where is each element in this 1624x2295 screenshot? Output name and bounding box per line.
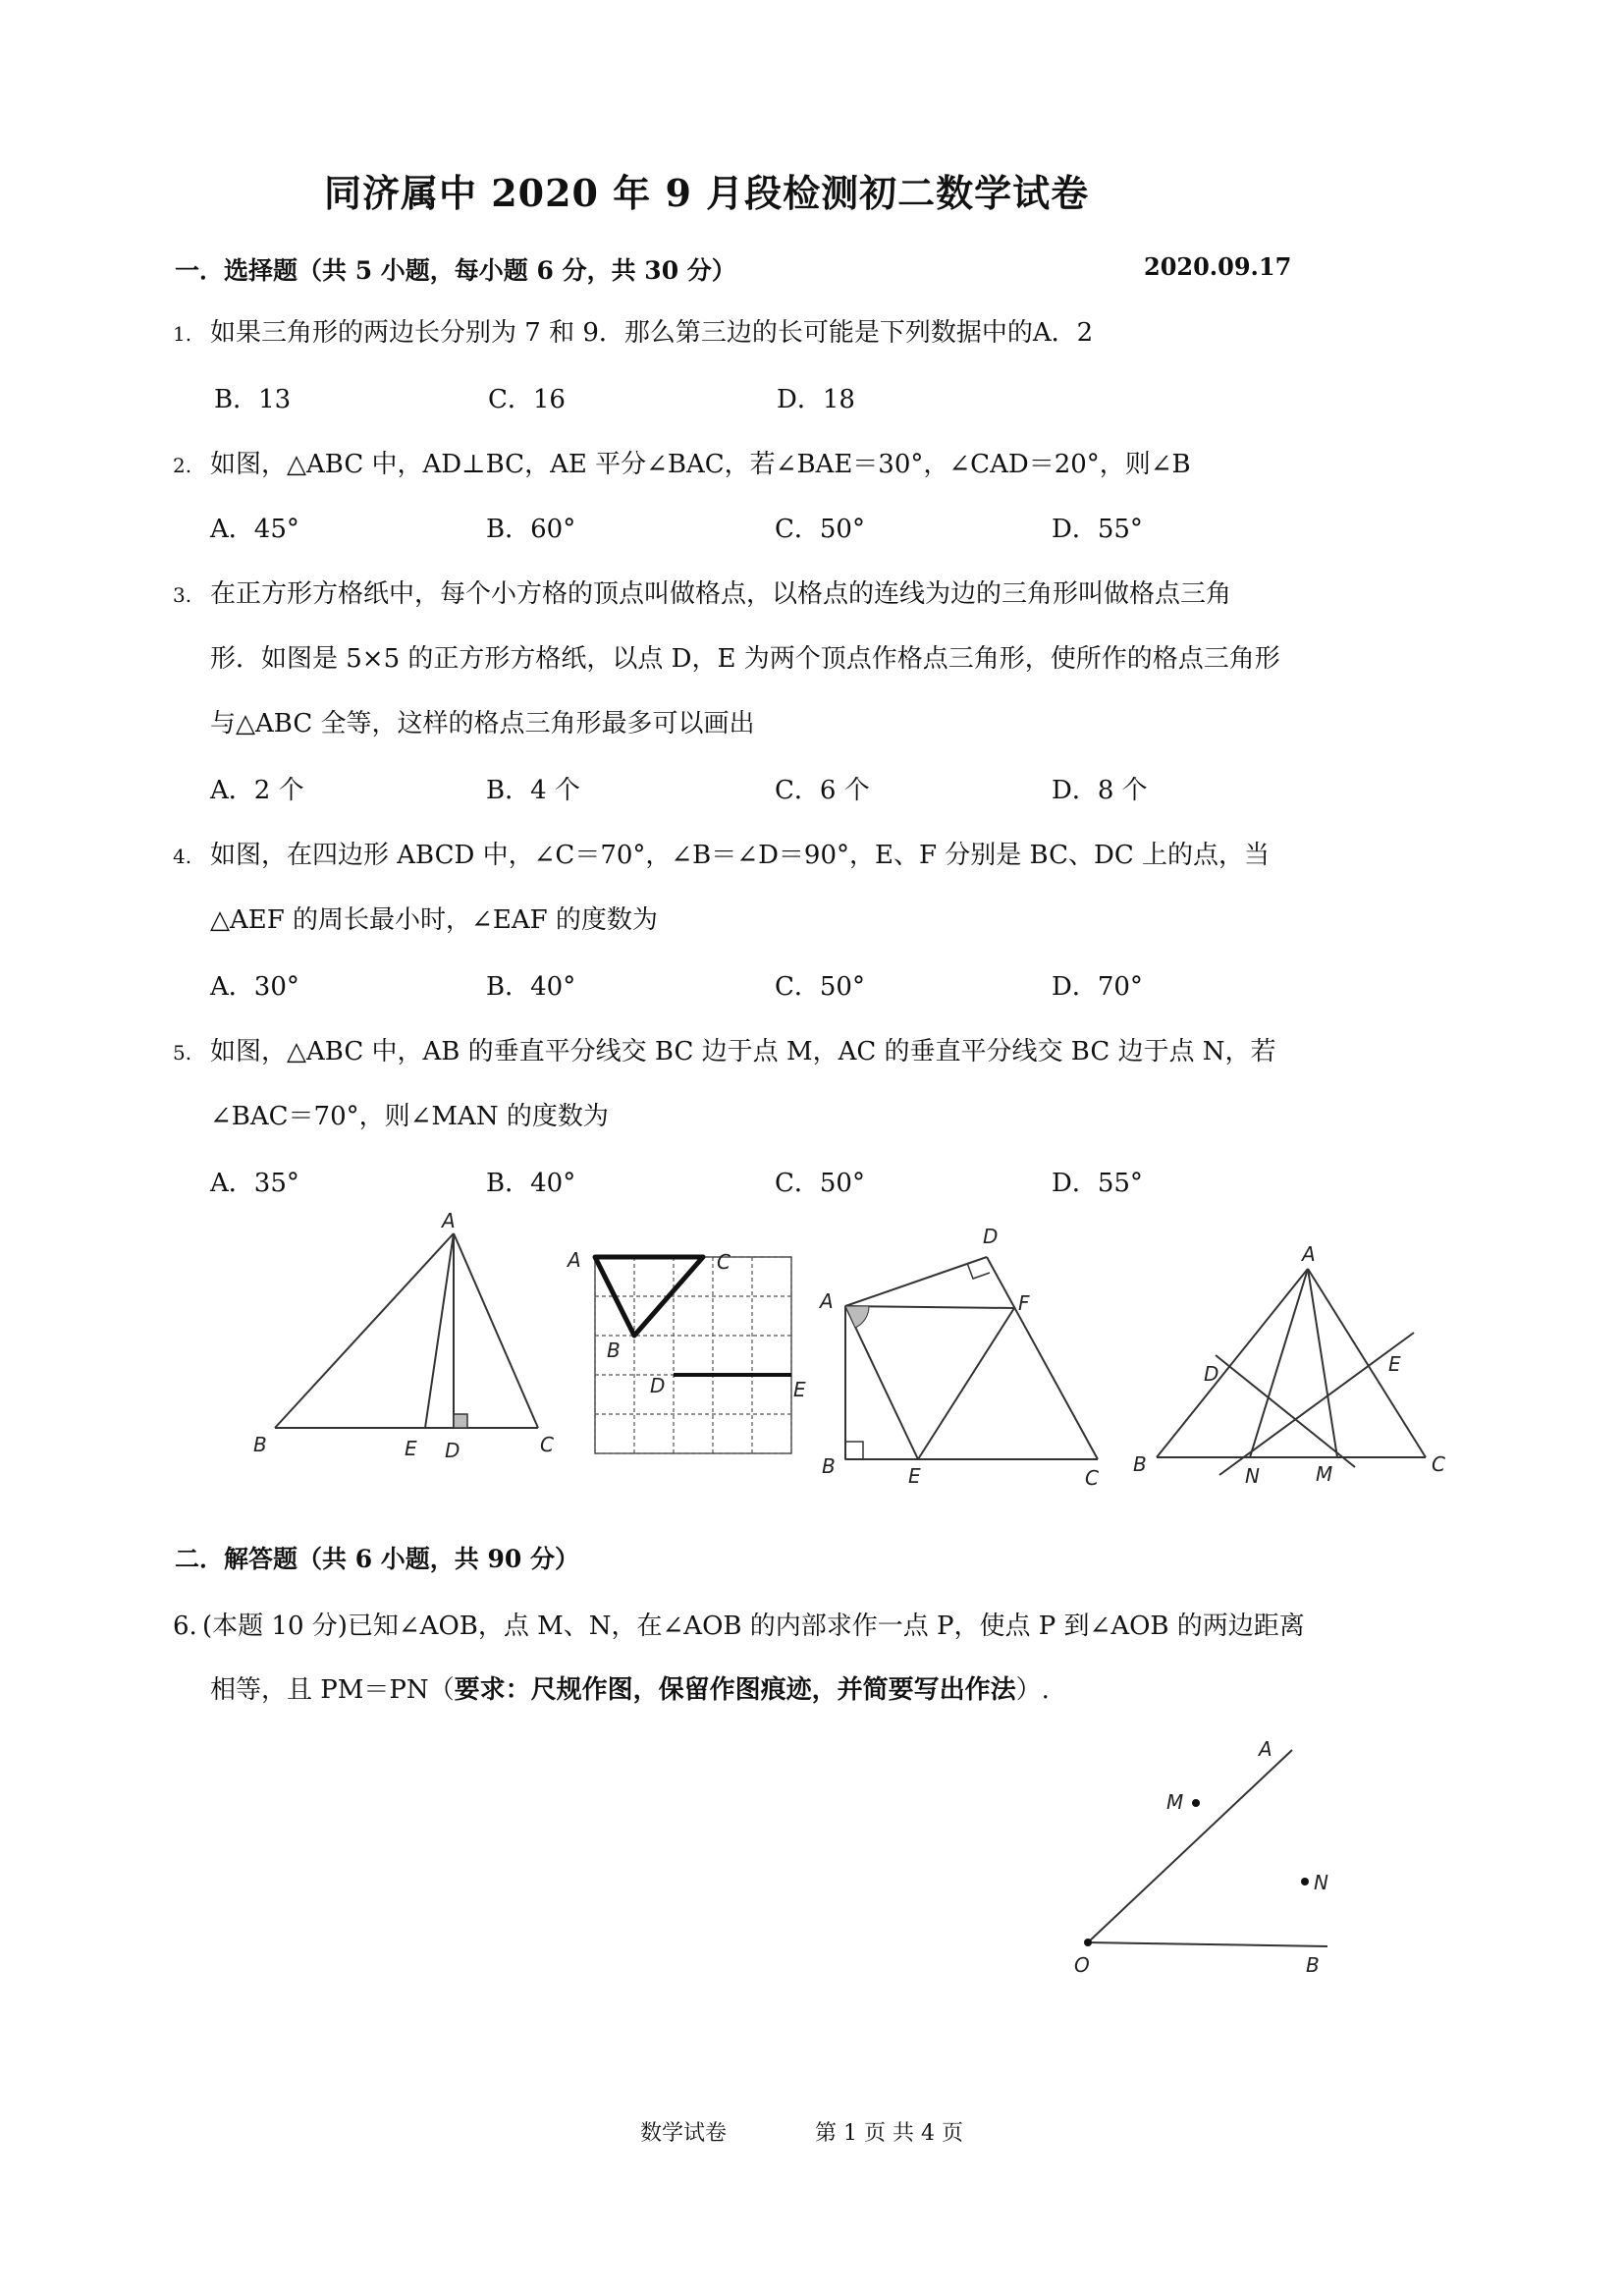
question-number: 3. [173, 583, 192, 607]
figure-q6-angle [1060, 1728, 1355, 1994]
label-B: B [1133, 1452, 1147, 1476]
section-2-heading: 二．解答题（共 6 小题，共 90 分） [175, 1545, 580, 1573]
question-5-line-2: ∠BAC＝70°，则∠MAN 的度数为 [210, 1102, 609, 1131]
figure-q3-grid [560, 1239, 825, 1465]
label-E: E [908, 1464, 921, 1488]
q3-option-b: B．4 个 [486, 776, 580, 805]
question-3 [173, 574, 1231, 610]
point-N [1301, 1878, 1309, 1885]
figure-q2-triangle [245, 1206, 569, 1471]
q3-option-d: D．8 个 [1052, 776, 1148, 805]
label-B: B [1306, 1953, 1320, 1977]
label-D: D [1204, 1362, 1219, 1386]
label-A: A [1259, 1737, 1272, 1761]
label-N: N [1314, 1871, 1328, 1894]
question-text-line-1: 如图，△ABC 中，AB 的垂直平分线交 BC 边于点 M，AC 的垂直平分线交 BC 边于点 N，若 [210, 1037, 1276, 1066]
label-D: D [650, 1374, 666, 1397]
label-C: C [717, 1250, 731, 1274]
q2-option-d: D．55° [1052, 515, 1143, 544]
label-E: E [793, 1378, 806, 1401]
figure-q4-quadrilateral [810, 1216, 1119, 1491]
label-A: A [442, 1209, 456, 1232]
label-E: E [405, 1437, 417, 1460]
label-B: B [253, 1433, 267, 1456]
question-4-line-2: △AEF 的周长最小时，∠EAF 的度数为 [210, 905, 658, 935]
section-1-heading: 一．选择题（共 5 小题，每小题 6 分，共 30 分） [175, 256, 736, 285]
question-text-line-1: 如图，在四边形 ABCD 中，∠C＝70°，∠B＝∠D＝90°，E、F 分别是 BC、DC 上的点，当 [210, 841, 1271, 870]
q5-option-b: B．40° [486, 1169, 576, 1198]
footer-subject: 数学试卷 [640, 2121, 728, 2146]
q3-option-c: C．6 个 [775, 776, 870, 805]
q4-option-d: D．70° [1052, 972, 1143, 1002]
footer-page-number: 第 1 页 共 4 页 [815, 2121, 963, 2146]
q5-option-d: D．55° [1052, 1169, 1143, 1198]
label-E: E [1388, 1352, 1401, 1376]
question-text-line-1: (本题 10 分)已知∠AOB，点 M、N，在∠AOB 的内部求作一点 P，使点 P 到∠AOB 的两边距离 [202, 1612, 1305, 1641]
q5-option-a: A．35° [210, 1169, 299, 1198]
question-5 [173, 1031, 1276, 1067]
question-6-line-2 [210, 1669, 1050, 1706]
label-F: F [1018, 1291, 1030, 1315]
label-M: M [1316, 1462, 1333, 1486]
label-N: N [1245, 1464, 1260, 1488]
label-A: A [820, 1289, 834, 1313]
label-C: C [1085, 1466, 1099, 1490]
label-A: A [568, 1248, 581, 1272]
q3-option-a: A．2 个 [210, 776, 304, 805]
q4-option-c: C．50° [775, 972, 865, 1002]
question-number: 2. [173, 454, 192, 477]
question-4 [173, 835, 1270, 871]
q2-option-a: A．45° [210, 515, 299, 544]
question-3-line-3: 与△ABC 全等，这样的格点三角形最多可以画出 [210, 709, 755, 738]
label-A: A [1302, 1242, 1316, 1266]
q1-option-d: D．18 [777, 385, 855, 414]
label-M: M [1166, 1790, 1184, 1814]
q6-text-a: 相等，且 PM＝PN（ [210, 1675, 455, 1705]
question-number: 1. [173, 322, 192, 346]
label-B: B [607, 1339, 621, 1362]
page-title: 同济属中 2020 年 9 月段检测初二数学试卷 [324, 171, 1090, 215]
question-2 [173, 444, 1191, 480]
q2-option-b: B．60° [486, 515, 576, 544]
question-text-line-1: 在正方形方格纸中，每个小方格的顶点叫做格点，以格点的连线为边的三角形叫做格点三角 [210, 579, 1232, 609]
q1-option-b: B．13 [214, 385, 292, 414]
point-O [1084, 1939, 1092, 1946]
question-3-line-2: 形．如图是 5×5 的正方形方格纸，以点 D，E 为两个顶点作格点三角形，使所作的格点三角形 [210, 644, 1280, 674]
question-number: 6. [173, 1612, 197, 1641]
label-C: C [540, 1433, 554, 1456]
question-text: 如果三角形的两边长分别为 7 和 9．那么第三边的长可能是下列数据中的A．2 [210, 318, 1094, 348]
label-O: O [1074, 1953, 1090, 1977]
question-1 [173, 312, 1093, 349]
q6-requirement: 要求：尺规作图，保留作图痕迹，并简要写出作法 [454, 1675, 1016, 1705]
question-number: 4. [173, 845, 192, 868]
label-C: C [1432, 1452, 1445, 1476]
question-number: 5. [173, 1041, 192, 1065]
figure-q5-triangle-bisectors [1119, 1239, 1463, 1495]
label-D: D [983, 1225, 999, 1248]
question-text: 如图，△ABC 中，AD⊥BC，AE 平分∠BAC，若∠BAE＝30°，∠CAD＝20°，则∠B [210, 450, 1191, 479]
q6-text-b: ）. [1015, 1675, 1050, 1705]
label-B: B [822, 1454, 836, 1478]
q4-option-b: B．40° [486, 972, 576, 1002]
question-6 [173, 1606, 1305, 1642]
point-M [1192, 1799, 1200, 1807]
q2-option-c: C．50° [775, 515, 865, 544]
exam-date: 2020.09.17 [1144, 252, 1292, 281]
q5-option-c: C．50° [775, 1169, 865, 1198]
q4-option-a: A．30° [210, 972, 299, 1002]
label-D: D [445, 1439, 460, 1462]
q1-option-c: C．16 [488, 385, 566, 414]
